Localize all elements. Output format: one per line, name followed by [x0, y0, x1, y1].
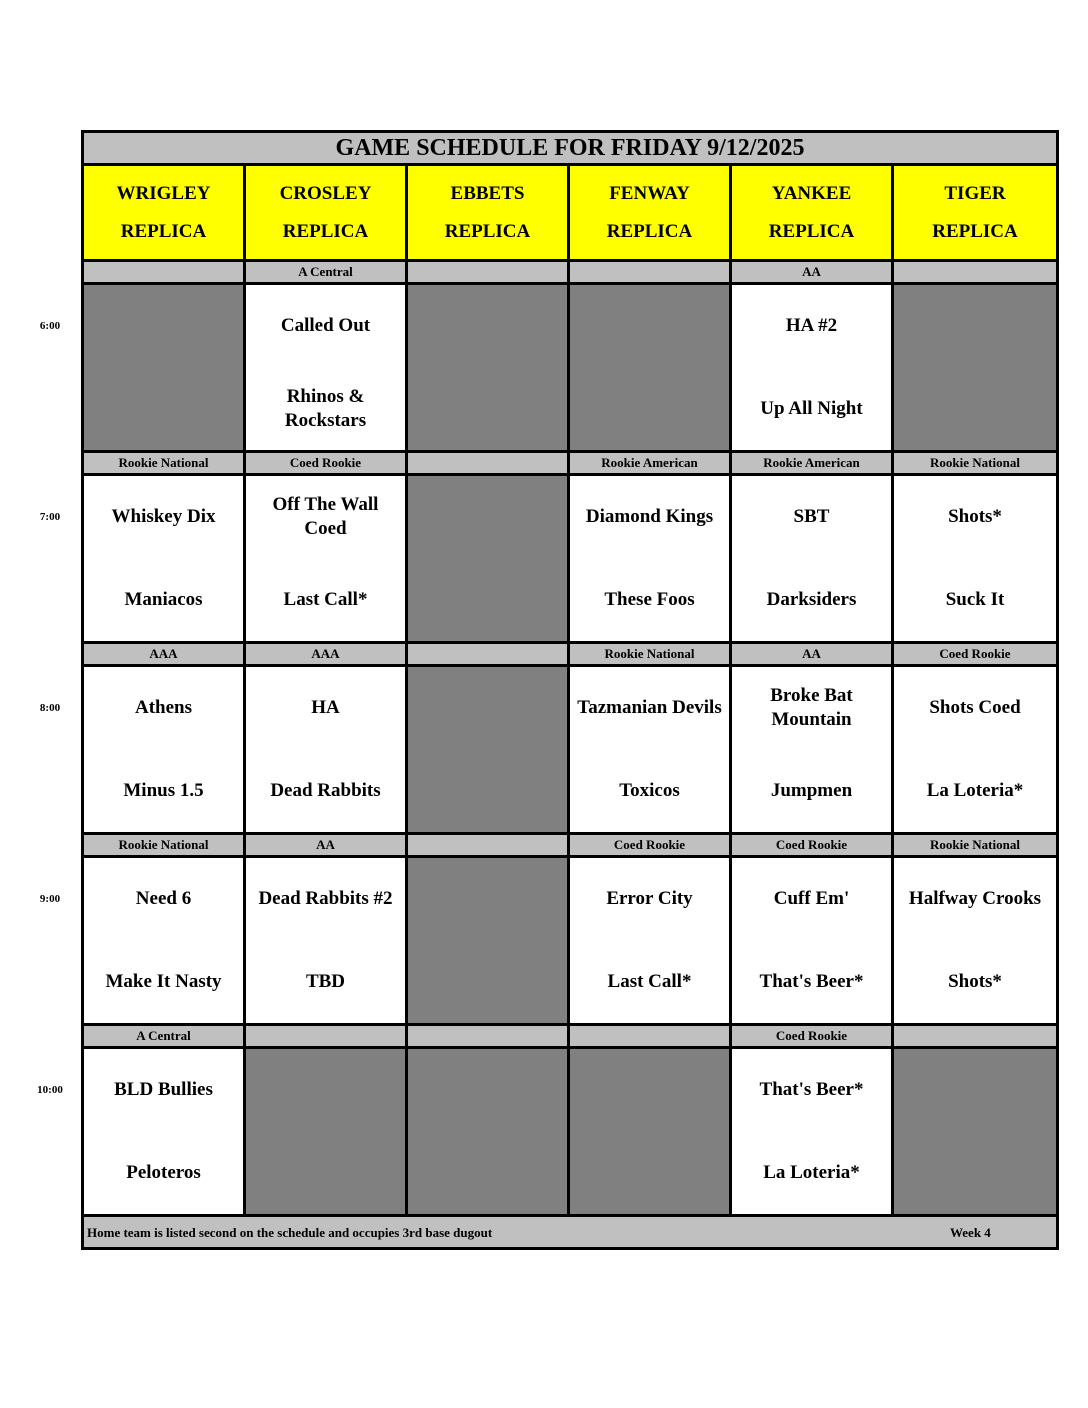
- footer-note: Home team is listed second on the schedule and occupies 3rd base dugout: [87, 1225, 493, 1240]
- time-label: 8:00: [39, 701, 61, 714]
- game-cell: [569, 857, 731, 1025]
- matchup: [894, 667, 1056, 832]
- unscheduled-cell: [407, 857, 569, 1025]
- away-team: That's Beer*: [759, 1079, 864, 1101]
- schedule-table: [81, 130, 1059, 1250]
- away-team: Shots Coed: [929, 697, 1021, 719]
- time-label: 7:00: [39, 510, 61, 523]
- matchup: [732, 858, 891, 1023]
- away-team: Whiskey Dix: [111, 506, 216, 528]
- division-label: Rookie National: [893, 834, 1058, 857]
- game-cell: [569, 666, 731, 834]
- matchup: [246, 667, 405, 832]
- unscheduled-cell: [893, 1048, 1058, 1216]
- field-header-ebbets: [407, 165, 569, 261]
- matchup: [732, 1049, 891, 1214]
- game-row: [83, 1048, 1058, 1216]
- game-cell: [731, 1048, 893, 1216]
- game-cell: [731, 284, 893, 452]
- schedule-body: [83, 132, 1058, 1249]
- division-label: Rookie National: [569, 643, 731, 666]
- home-team: Peloteros: [126, 1161, 201, 1183]
- game-cell: [245, 284, 407, 452]
- division-label: [893, 261, 1058, 284]
- unscheduled-cell: [407, 666, 569, 834]
- division-row: [83, 452, 1058, 475]
- away-team: Shots*: [948, 506, 1002, 528]
- matchup: [732, 285, 891, 450]
- away-team: Cuff Em': [773, 888, 850, 910]
- away-team: Halfway Crooks: [908, 888, 1042, 910]
- division-label: AA: [731, 261, 893, 284]
- away-team: BLD Bullies: [114, 1079, 213, 1101]
- division-label: Coed Rookie: [893, 643, 1058, 666]
- home-team: Dead Rabbits: [270, 779, 381, 801]
- matchup: [894, 858, 1056, 1023]
- away-team: Need 6: [135, 888, 192, 910]
- division-label: Rookie National: [83, 452, 245, 475]
- away-team: HA: [311, 697, 340, 719]
- home-team: Make It Nasty: [105, 970, 222, 992]
- field-header-tiger: [893, 165, 1058, 261]
- unscheduled-cell: [245, 1048, 407, 1216]
- division-label: AAA: [245, 643, 407, 666]
- matchup: [84, 476, 243, 641]
- field-header-fenway: [569, 165, 731, 261]
- division-label: Coed Rookie: [569, 834, 731, 857]
- home-team: Up All Night: [760, 397, 863, 419]
- home-team: Shots*: [948, 970, 1002, 992]
- matchup: [246, 285, 405, 450]
- matchup: [84, 858, 243, 1023]
- unscheduled-cell: [569, 284, 731, 452]
- field-subtitle: REPLICA: [120, 220, 207, 242]
- game-cell: [245, 475, 407, 643]
- division-label: A Central: [245, 261, 407, 284]
- page-title: GAME SCHEDULE FOR FRIDAY 9/12/2025: [83, 132, 1058, 165]
- game-cell: [893, 666, 1058, 834]
- field-name: FENWAY: [609, 182, 690, 204]
- away-team: HA #2: [785, 315, 838, 337]
- game-cell: [245, 666, 407, 834]
- home-team: La Loteria*: [926, 779, 1024, 801]
- division-label: [83, 261, 245, 284]
- game-cell: [83, 475, 245, 643]
- home-team: That's Beer*: [759, 970, 864, 992]
- time-label: 6:00: [39, 319, 61, 332]
- division-row: [83, 834, 1058, 857]
- field-subtitle: REPLICA: [606, 220, 693, 242]
- away-team: Diamond Kings: [585, 506, 714, 528]
- division-label: Coed Rookie: [731, 1025, 893, 1048]
- matchup: [732, 667, 891, 832]
- division-label: [245, 1025, 407, 1048]
- division-label: [407, 452, 569, 475]
- home-team: Last Call*: [607, 970, 692, 992]
- matchup: [84, 1049, 243, 1214]
- home-team: Maniacos: [124, 588, 203, 610]
- field-header-wrigley: [83, 165, 245, 261]
- game-cell: [731, 857, 893, 1025]
- division-row: [83, 261, 1058, 284]
- matchup: [84, 667, 243, 832]
- home-team: Last Call*: [283, 588, 368, 610]
- home-team: These Foos: [604, 588, 695, 610]
- division-label: Coed Rookie: [245, 452, 407, 475]
- game-row: [83, 666, 1058, 834]
- game-cell: [569, 475, 731, 643]
- division-row: [83, 643, 1058, 666]
- field-header-yankee: [731, 165, 893, 261]
- game-cell: [893, 857, 1058, 1025]
- field-header-row: [83, 165, 1058, 261]
- matchup: [570, 476, 729, 641]
- home-team: Darksiders: [766, 588, 857, 610]
- field-name: YANKEE: [771, 182, 852, 204]
- game-row: [83, 857, 1058, 1025]
- division-label: [569, 1025, 731, 1048]
- time-label: 10:00: [37, 1083, 63, 1096]
- game-cell: [83, 1048, 245, 1216]
- division-label: AA: [245, 834, 407, 857]
- division-label: A Central: [83, 1025, 245, 1048]
- field-header-crosley: [245, 165, 407, 261]
- unscheduled-cell: [407, 284, 569, 452]
- field-name: CROSLEY: [279, 182, 372, 204]
- matchup: [246, 476, 405, 641]
- division-label: [407, 261, 569, 284]
- division-label: [569, 261, 731, 284]
- home-team: Rhinos & Rockstars: [284, 385, 367, 431]
- field-name: WRIGLEY: [116, 182, 211, 204]
- away-team: Called Out: [280, 315, 371, 337]
- unscheduled-cell: [407, 1048, 569, 1216]
- field-subtitle: REPLICA: [282, 220, 369, 242]
- home-team: La Loteria*: [763, 1161, 860, 1183]
- away-team: SBT: [793, 506, 830, 528]
- division-label: Rookie American: [731, 452, 893, 475]
- field-subtitle: REPLICA: [444, 220, 531, 242]
- game-cell: [245, 857, 407, 1025]
- away-team: Dead Rabbits #2: [258, 888, 393, 910]
- unscheduled-cell: [407, 475, 569, 643]
- division-label: Rookie American: [569, 452, 731, 475]
- game-row: [83, 475, 1058, 643]
- home-team: Jumpmen: [770, 779, 853, 801]
- game-cell: [83, 666, 245, 834]
- game-cell: [893, 475, 1058, 643]
- matchup: [732, 476, 891, 641]
- matchup: [894, 476, 1056, 641]
- footer-row: [83, 1216, 1058, 1249]
- game-cell: [83, 857, 245, 1025]
- division-label: [407, 643, 569, 666]
- game-row: [83, 284, 1058, 452]
- away-team: Athens: [134, 697, 192, 719]
- home-team: Toxicos: [619, 779, 680, 801]
- division-label: Rookie National: [893, 452, 1058, 475]
- division-label: [407, 1025, 569, 1048]
- time-label: 9:00: [39, 892, 61, 905]
- division-label: [407, 834, 569, 857]
- away-team: Off The Wall Coed: [272, 494, 379, 540]
- division-label: [893, 1025, 1058, 1048]
- home-team: TBD: [305, 970, 346, 992]
- title-row: [83, 132, 1058, 165]
- away-team: Tazmanian Devils: [577, 697, 722, 719]
- matchup: [570, 667, 729, 832]
- game-cell: [731, 475, 893, 643]
- unscheduled-cell: [83, 284, 245, 452]
- footer-cell: [83, 1216, 1058, 1249]
- matchup: [246, 858, 405, 1023]
- field-name: TIGER: [944, 182, 1006, 204]
- matchup: [570, 858, 729, 1023]
- division-label: AAA: [83, 643, 245, 666]
- division-row: [83, 1025, 1058, 1048]
- division-label: AA: [731, 643, 893, 666]
- away-team: Error City: [606, 888, 693, 910]
- field-name: EBBETS: [450, 182, 525, 204]
- game-cell: [731, 666, 893, 834]
- away-team: Broke Bat Mountain: [770, 685, 853, 731]
- unscheduled-cell: [893, 284, 1058, 452]
- home-team: Minus 1.5: [123, 779, 204, 801]
- division-label: Rookie National: [83, 834, 245, 857]
- unscheduled-cell: [569, 1048, 731, 1216]
- home-team: Suck It: [945, 588, 1005, 610]
- week-label: Week 4: [950, 1225, 991, 1240]
- division-label: Coed Rookie: [731, 834, 893, 857]
- field-subtitle: REPLICA: [768, 220, 855, 242]
- field-subtitle: REPLICA: [932, 220, 1018, 242]
